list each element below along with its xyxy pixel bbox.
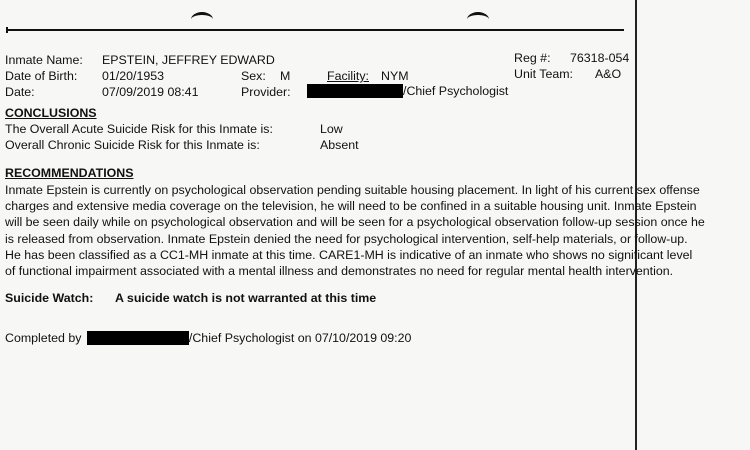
recommendations-paragraph [5, 182, 747, 279]
reg-label: Reg #: [514, 51, 551, 65]
inmate-name-label: Inmate Name: [5, 53, 83, 67]
date-value: 07/09/2019 08:41 [102, 85, 199, 99]
recommendations-heading: RECOMMENDATIONS [5, 166, 134, 180]
acute-risk-value: Low [320, 122, 343, 136]
facility-label: Facility: [327, 69, 369, 83]
facility-value: NYM [381, 69, 409, 83]
provider-field [307, 84, 508, 98]
suicide-watch-value: A suicide watch is not warranted at this time [115, 291, 377, 305]
unit-team-value: A&O [595, 67, 622, 81]
completed-by-redaction [87, 331, 189, 345]
dob-label: Date of Birth: [5, 69, 78, 83]
completed-by-line [5, 331, 411, 345]
provider-title: /Chief Psychologist [403, 84, 509, 98]
chronic-risk-label: Overall Chronic Suicide Risk for this Inmate is: [5, 138, 260, 152]
header-rule-tick [6, 27, 16, 33]
date-label: Date: [5, 85, 35, 99]
suicide-watch-label: Suicide Watch: [5, 291, 94, 305]
recommendation-line: He has been classified as a CC1-MH inmate at this time. CARE1-MH is indicative of an inmate who shows no significant level [5, 247, 693, 262]
completed-by-suffix: /Chief Psychologist on 07/10/2019 09:20 [188, 331, 412, 345]
unit-team-label: Unit Team: [514, 67, 573, 81]
conclusions-heading: CONCLUSIONS [5, 106, 97, 120]
completed-by-prefix: Completed by [5, 331, 82, 345]
punch-mark-left [191, 12, 213, 27]
inmate-name-value: EPSTEIN, JEFFREY EDWARD [102, 53, 275, 67]
punch-mark-right [467, 12, 489, 27]
provider-label: Provider: [241, 85, 291, 99]
recommendation-line: is released from observation. Inmate Epstein denied the need for psychological intervention, self-help materials, or follow-up. [5, 231, 688, 246]
recommendation-line: charges and extensive media coverage on the television, he will need to be confined in a suitable housing unit. Inmate Epstein [5, 199, 697, 214]
recommendation-line: Inmate Epstein is currently on psychological observation pending suitable housing placement. In light of his current sex offense [5, 183, 700, 197]
dob-value: 01/20/1953 [102, 69, 165, 83]
chronic-risk-value: Absent [320, 138, 359, 152]
sex-label: Sex: [241, 69, 266, 83]
reg-value: 76318-054 [570, 51, 630, 65]
provider-redaction [307, 84, 403, 98]
header-rule [6, 29, 624, 31]
recommendation-line: of functional impairment associated with a mental illness and demonstrates no need for regular mental health intervention. [5, 264, 674, 279]
acute-risk-label: The Overall Acute Suicide Risk for this Inmate is: [5, 122, 273, 136]
recommendation-line: will be seen daily while on psychological observation and will be seen for a psychological observation follow-up session once he [5, 215, 705, 230]
sex-value: M [280, 69, 291, 83]
